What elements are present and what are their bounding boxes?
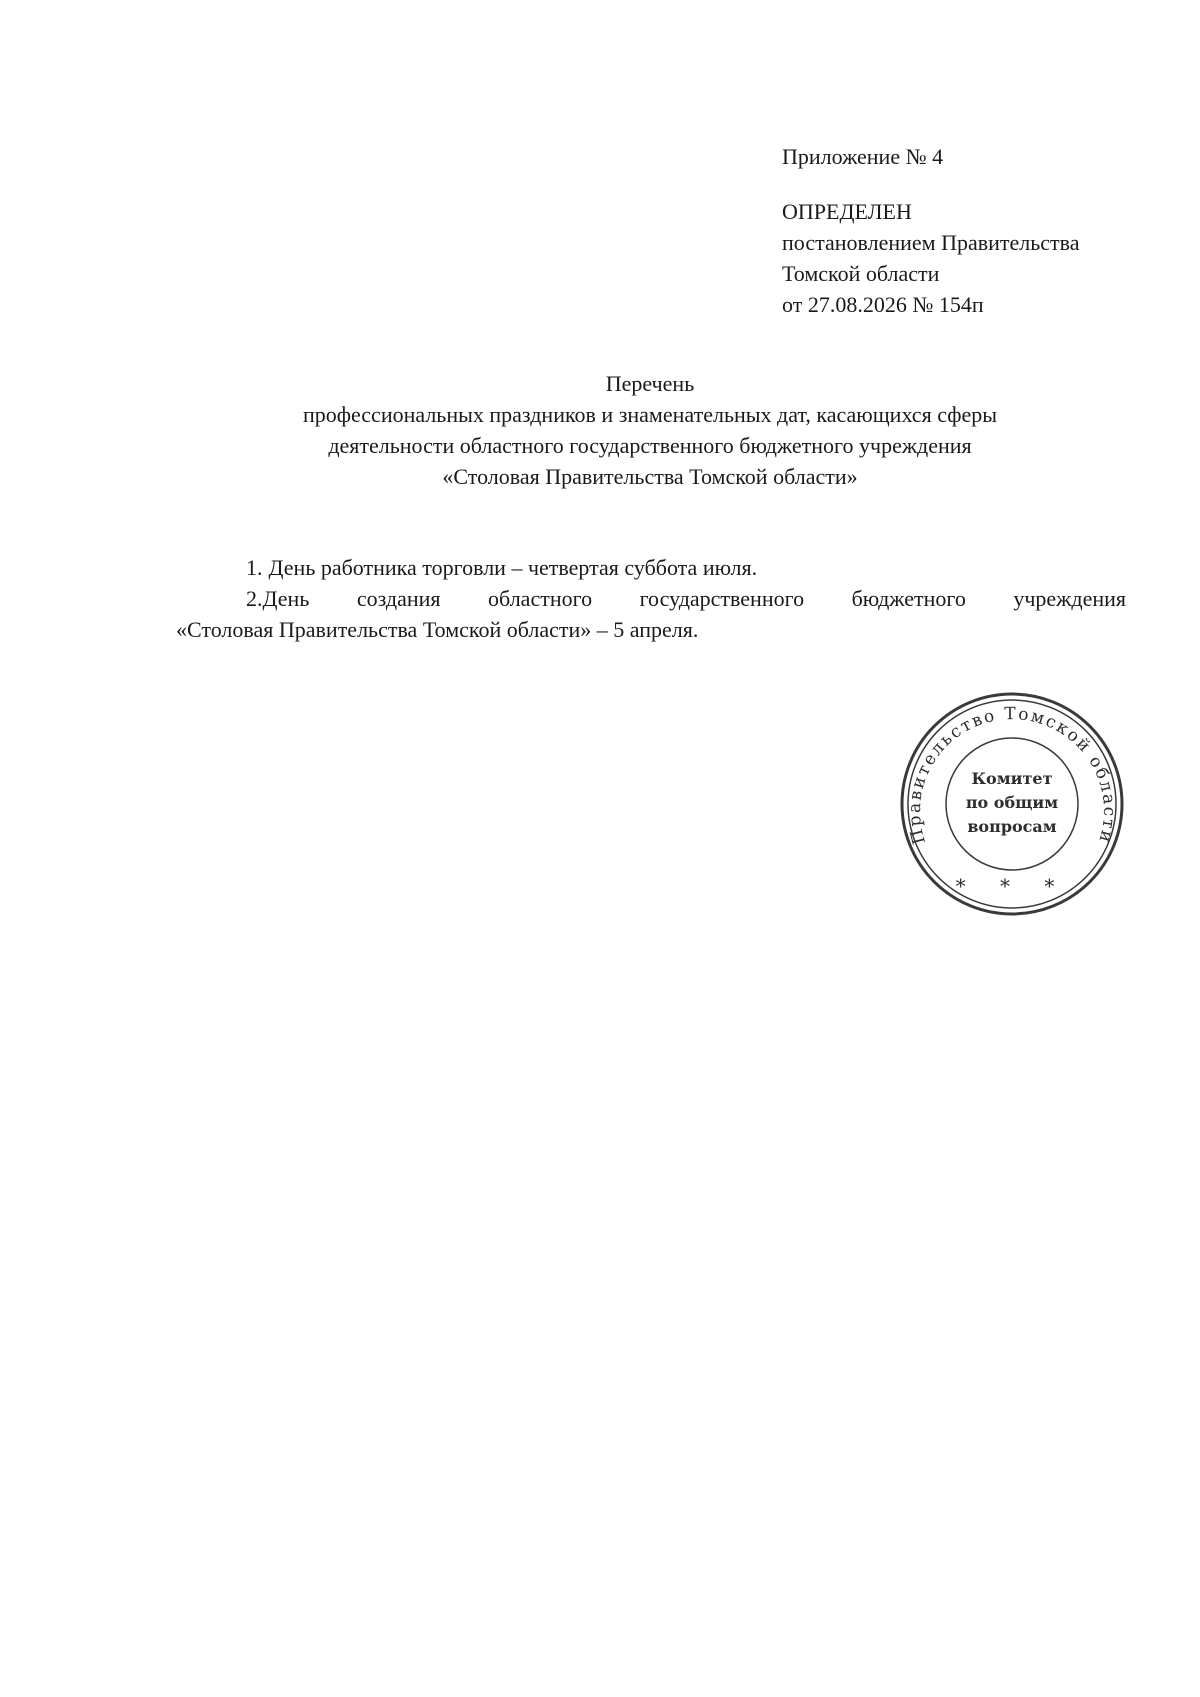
approval-date-number: от 27.08.2026 № 154п xyxy=(782,292,984,317)
list-item-text: День работника торговли – четвертая суббота июля. xyxy=(268,555,758,580)
appendix-number: Приложение № 4 xyxy=(782,144,944,169)
title-line-2: профессиональных праздников и знаменательных дат, касающихся сферы xyxy=(302,402,998,427)
approval-status: ОПРЕДЕЛЕН xyxy=(782,199,912,224)
seal-center-line-1: Комитет xyxy=(971,769,1053,788)
approval-by-line-2: Томской области xyxy=(782,261,940,286)
seal-center-line-3: вопросам xyxy=(967,817,1057,836)
title-line-4: «Столовая Правительства Томской области» xyxy=(442,464,858,489)
official-seal xyxy=(898,690,1126,918)
list-item-text-line-1: День создания областного государственного бюджетного учреждения xyxy=(262,586,1126,611)
list-item-text-line-2: «Столовая Правительства Томской области» – 5 апреля. xyxy=(176,617,699,642)
list-item xyxy=(176,583,1126,614)
seal-stars: * * * xyxy=(955,874,1069,898)
approval-by-line-1: постановлением Правительства xyxy=(782,230,1080,255)
list-item-continuation xyxy=(176,614,1126,645)
holiday-list xyxy=(176,552,1126,645)
seal-ring-text: Правительство Томской области xyxy=(904,704,1120,847)
seal-center-line-2: по общим xyxy=(965,793,1059,812)
title-line-3: деятельности областного государственного бюджетного учреждения xyxy=(328,433,972,458)
seal-graphic xyxy=(898,690,1126,918)
list-item xyxy=(176,552,1126,583)
title-line-1: Перечень xyxy=(605,371,695,396)
list-item-number: 1. xyxy=(246,555,263,580)
list-item-number: 2. xyxy=(246,586,263,611)
document-title xyxy=(170,368,1130,492)
approval-block xyxy=(782,141,1182,320)
